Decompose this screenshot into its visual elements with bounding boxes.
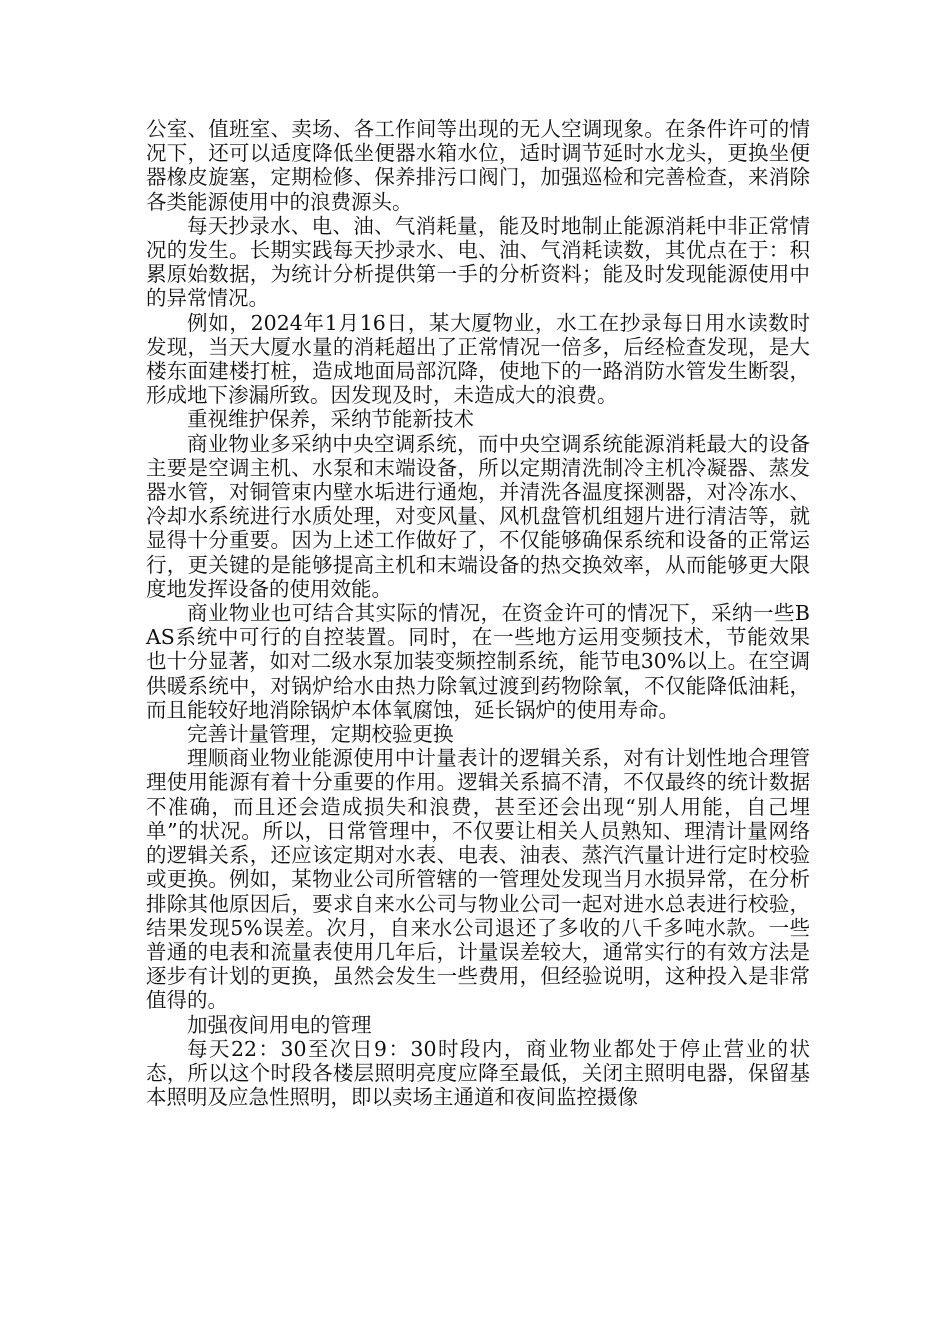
paragraph-energy-waste: 公室、值班室、卖场、各工作间等出现的无人空调现象。在条件许可的情况下，还可以适度降低坐便器水箱水位，适时调节延时水龙头，更换坐便器橡皮旋塞，定期检修、保养排污口阀门，加强巡检和完善检查，来消除各类能源使用中的浪费源头。 xyxy=(146,117,810,214)
section-heading-maintenance: 重视维护保养，采纳节能新技术 xyxy=(187,407,474,432)
paragraph-night-lighting: 每天22：30至次日9：30时段内，商业物业都处于停止营业的状态，所以这个时段各楼层照明亮度应降至最低，关闭主照明电器，保留基本照明及应急性照明，即以卖场主通道和夜间监控摄像 xyxy=(146,1036,810,1110)
paragraph-central-ac: 商业物业多采纳中央空调系统，而中央空调系统能源消耗最大的设备主要是空调主机、水泵和末端设备，所以定期清洗制冷主机冷凝器、蒸发器水管，对铜管束内壁水垢进行通炮，并清洗各温度探测器，对冷冻水、冷却水系统进行水质处理，对变风量、风机盘管机组翅片进行清洁等，就显得十分重要。因为上述工作做好了，不仅能够确保系统和设备的正常运行，更关键的是能够提高主机和末端设备的热交换效率，从而能够更大限度地发挥设备的使用效能。 xyxy=(146,431,810,601)
section-heading-night-power: 加强夜间用电的管理 xyxy=(187,1012,372,1037)
paragraph-metering-logic: 理顺商业物业能源使用中计量表计的逻辑关系，对有计划性地合理管理使用能源有着十分重要的作用。逻辑关系搞不清，不仅最终的统计数据不准确，而且还会造成损失和浪费，甚至还会出现“别人用能，自己埋单”的状况。所以，日常管理中，不仅要让相关人员熟知、理清计量网络的逻辑关系，还应该定期对水表、电表、油表、蒸汽汽量计进行定时校验或更换。例如，某物业公司所管辖的一管理处发现当月水损异常，在分析排除其他原因后，要求自来水公司与物业公司一起对进水总表进行校验，结果发现5%误差。次月，自来水公司退还了多收的八千多吨水款。一些普通的电表和流量表使用几年后，计量误差较大，通常实行的有效方法是逐步有计划的更换，虽然会发生一些费用，但经验说明，这种投入是非常值得的。 xyxy=(146,746,810,1013)
section-heading-metering: 完善计量管理，定期校验更换 xyxy=(187,722,454,747)
paragraph-bas-system: 商业物业也可结合其实际的情况，在资金许可的情况下，采纳一些BAS系统中可行的自控装置。同时，在一些地方运用变频技术，节能效果也十分显著，如对二级水泵加装变频控制系统，能节电30%以上。在空调供暖系统中，对锅炉给水由热力除氧过渡到药物除氧，不仅能降低油耗，而且能较好地消除锅炉本体氧腐蚀，延长锅炉的使用寿命。 xyxy=(146,601,810,722)
paragraph-daily-readings: 每天抄录水、电、油、气消耗量，能及时地制止能源消耗中非正常情况的发生。长期实践每天抄录水、电、油、气消耗读数，其优点在于：积累原始数据，为统计分析提供第一手的分析资料；能及时发现能源使用中的异常情况。 xyxy=(146,213,810,311)
paragraph-example-leak: 例如，2024年1月16日，某大厦物业，水工在抄录每日用水读数时发现，当天大厦水量的消耗超出了正常情况一倍多，后经检查发现，是大楼东面建楼打桩，造成地面局部沉降，使地下的一路消防水管发生断裂，形成地下渗漏所致。因发现及时，未造成大的浪费。 xyxy=(146,310,810,408)
document-body xyxy=(146,117,810,1109)
